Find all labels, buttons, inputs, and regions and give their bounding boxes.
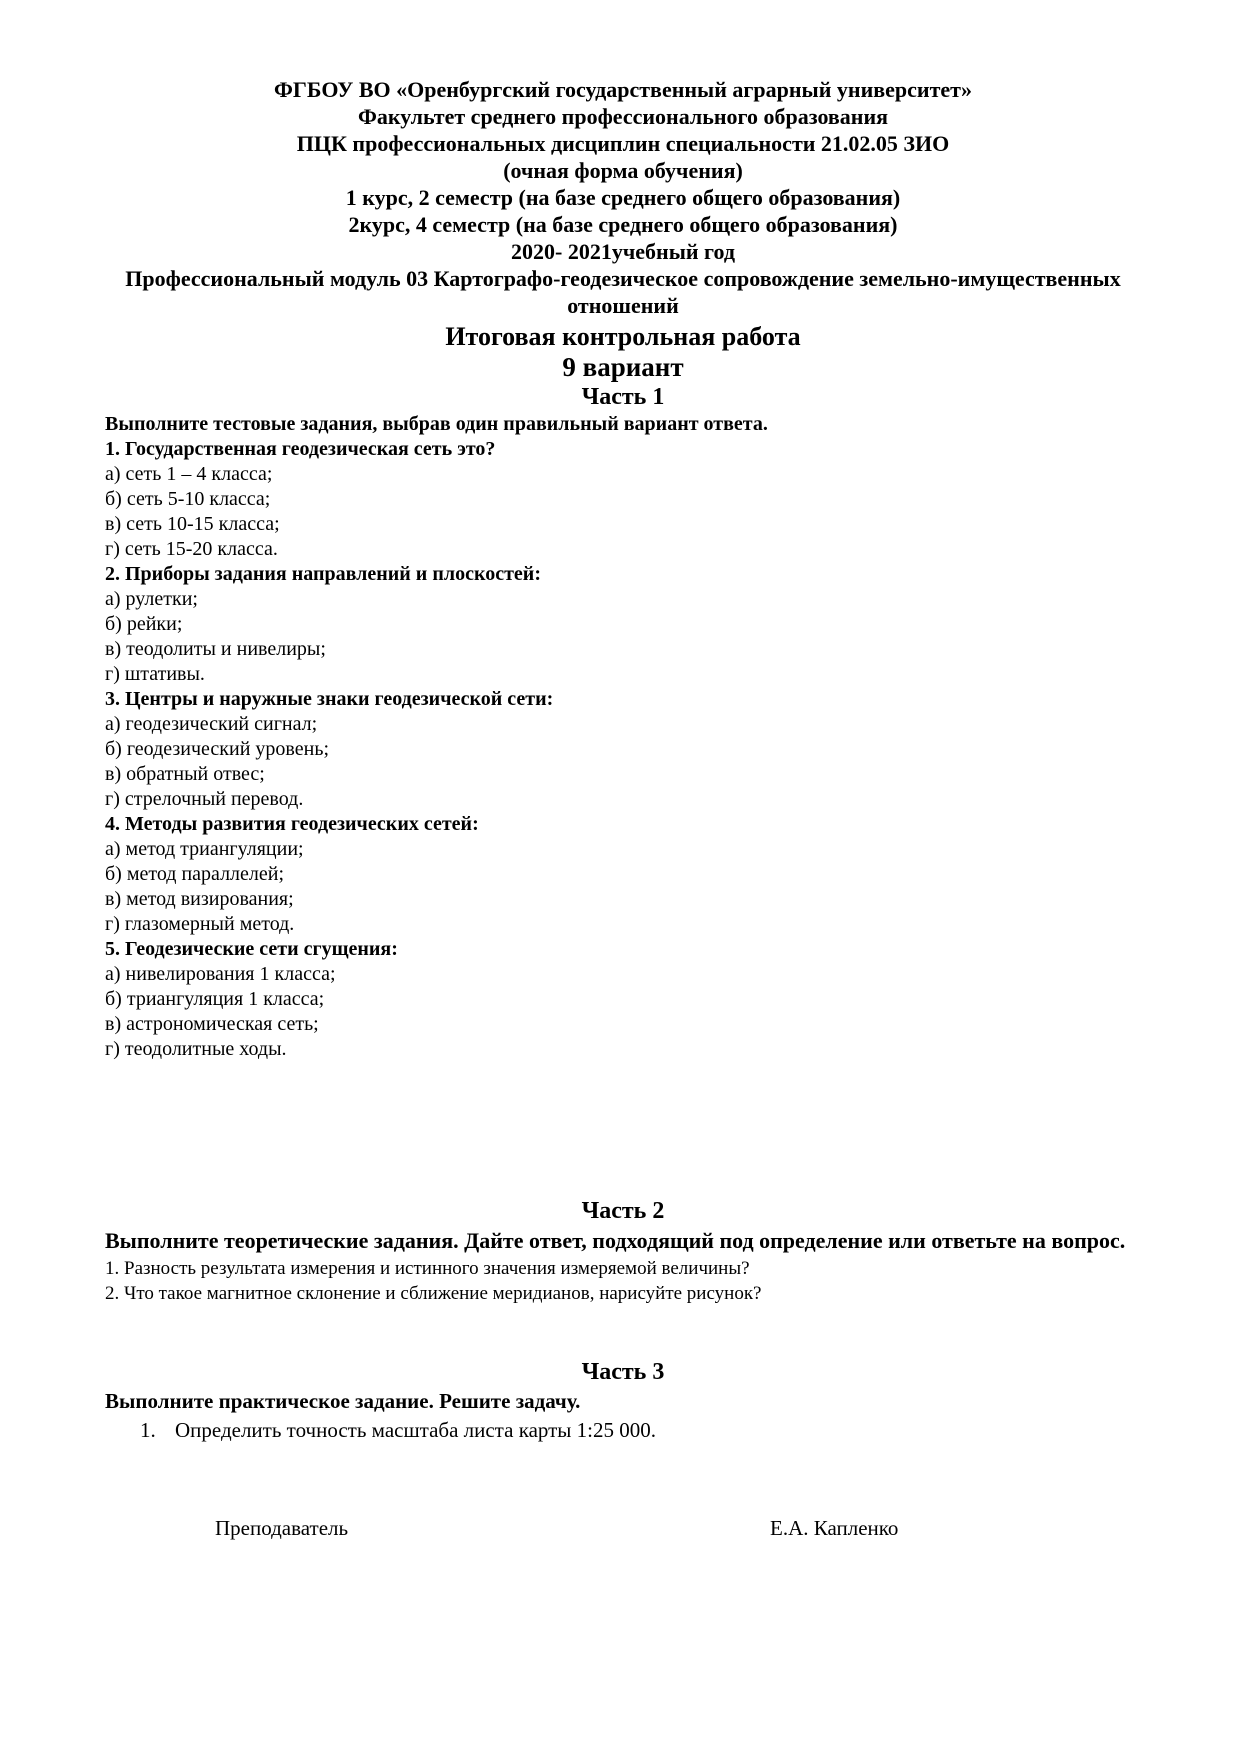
part1-heading: Часть 1	[581, 384, 665, 410]
answer-option: б) сеть 5-10 класса;	[105, 488, 271, 510]
header-line: Профессиональный модуль 03 Картографо-геодезическое сопровождение земельно-имущественных отношений	[125, 266, 1121, 318]
teacher-name: Е.А. Капленко	[770, 1516, 899, 1540]
part1-section	[105, 383, 1141, 1062]
answer-option: б) триангуляция 1 класса;	[105, 988, 325, 1010]
part2-heading: Часть 2	[581, 1198, 665, 1224]
task-item	[105, 1416, 1141, 1444]
part3-heading: Часть 3	[581, 1359, 665, 1385]
part2-questions	[105, 1256, 1141, 1306]
question-text: 2. Приборы задания направлений и плоскостей:	[105, 563, 541, 585]
part2-section	[105, 1197, 1141, 1306]
answer-option: б) рейки;	[105, 613, 183, 635]
answer-options	[105, 962, 1141, 1062]
header-line: (очная форма обучения)	[503, 158, 743, 183]
document-title: Итоговая контрольная работа	[445, 322, 801, 351]
answer-option: в) астрономическая сеть;	[105, 1013, 319, 1035]
answer-option: в) метод визирования;	[105, 888, 294, 910]
answer-option: г) глазомерный метод.	[105, 913, 295, 935]
part2-question: 2. Что такое магнитное склонение и сближение меридианов, нарисуйте рисунок?	[105, 1283, 762, 1304]
header-line: Факультет среднего профессионального образования	[357, 104, 889, 129]
document-footer	[105, 1514, 1141, 1542]
part2-intro: Выполните теоретические задания. Дайте ответ, подходящий под определение или ответьте на вопрос.	[105, 1228, 1126, 1253]
header-line: ПЦК профессиональных дисциплин специальности 21.02.05 ЗИО	[296, 131, 950, 156]
answer-option: г) стрелочный перевод.	[105, 788, 304, 810]
question-text: 3. Центры и наружные знаки геодезической сети:	[105, 688, 554, 710]
question-block	[105, 687, 1141, 812]
answer-option: в) сеть 10-15 класса;	[105, 513, 280, 535]
answer-options	[105, 712, 1141, 812]
question-block	[105, 812, 1141, 937]
task-number: 1.	[140, 1418, 156, 1442]
answer-option: г) теодолитные ходы.	[105, 1038, 287, 1060]
answer-options	[105, 462, 1141, 562]
answer-options	[105, 837, 1141, 937]
question-text: 4. Методы развития геодезических сетей:	[105, 813, 479, 835]
question-text: 5. Геодезические сети сгущения:	[105, 938, 398, 960]
answer-option: а) сеть 1 – 4 класса;	[105, 463, 273, 485]
task-text: Определить точность масштаба листа карты 1:25 000.	[175, 1418, 656, 1442]
answer-option: б) метод параллелей;	[105, 863, 285, 885]
part3-section	[105, 1358, 1141, 1444]
part1-intro: Выполните тестовые задания, выбрав один правильный вариант ответа.	[105, 413, 768, 435]
answer-option: а) метод триангуляции;	[105, 838, 304, 860]
teacher-label: Преподаватель	[215, 1516, 349, 1540]
header-line: 2020- 2021учебный год	[511, 239, 735, 264]
part2-question: 1. Разность результата измерения и истинного значения измеряемой величины?	[105, 1258, 750, 1279]
answer-options	[105, 587, 1141, 687]
question-block	[105, 437, 1141, 562]
header-line: 2курс, 4 семестр (на базе среднего общего образования)	[348, 212, 898, 237]
variant-title: 9 вариант	[562, 352, 684, 382]
question-block	[105, 937, 1141, 1062]
part3-intro: Выполните практическое задание. Решите задачу.	[105, 1389, 581, 1413]
answer-option: а) геодезический сигнал;	[105, 713, 318, 735]
answer-option: в) обратный отвес;	[105, 763, 265, 785]
answer-option: а) нивелирования 1 класса;	[105, 963, 336, 985]
answer-option: г) штативы.	[105, 663, 205, 685]
answer-option: в) теодолиты и нивелиры;	[105, 638, 326, 660]
answer-option: а) рулетки;	[105, 588, 198, 610]
header-line: 1 курс, 2 семестр (на базе среднего общего образования)	[345, 185, 901, 210]
answer-option: г) сеть 15-20 класса.	[105, 538, 278, 560]
document-header	[105, 76, 1141, 319]
header-line: ФГБОУ ВО «Оренбургский государственный аграрный университет»	[274, 77, 972, 102]
question-text: 1. Государственная геодезическая сеть это?	[105, 438, 496, 460]
question-block	[105, 562, 1141, 687]
answer-option: б) геодезический уровень;	[105, 738, 329, 760]
part1-questions	[105, 437, 1141, 1062]
